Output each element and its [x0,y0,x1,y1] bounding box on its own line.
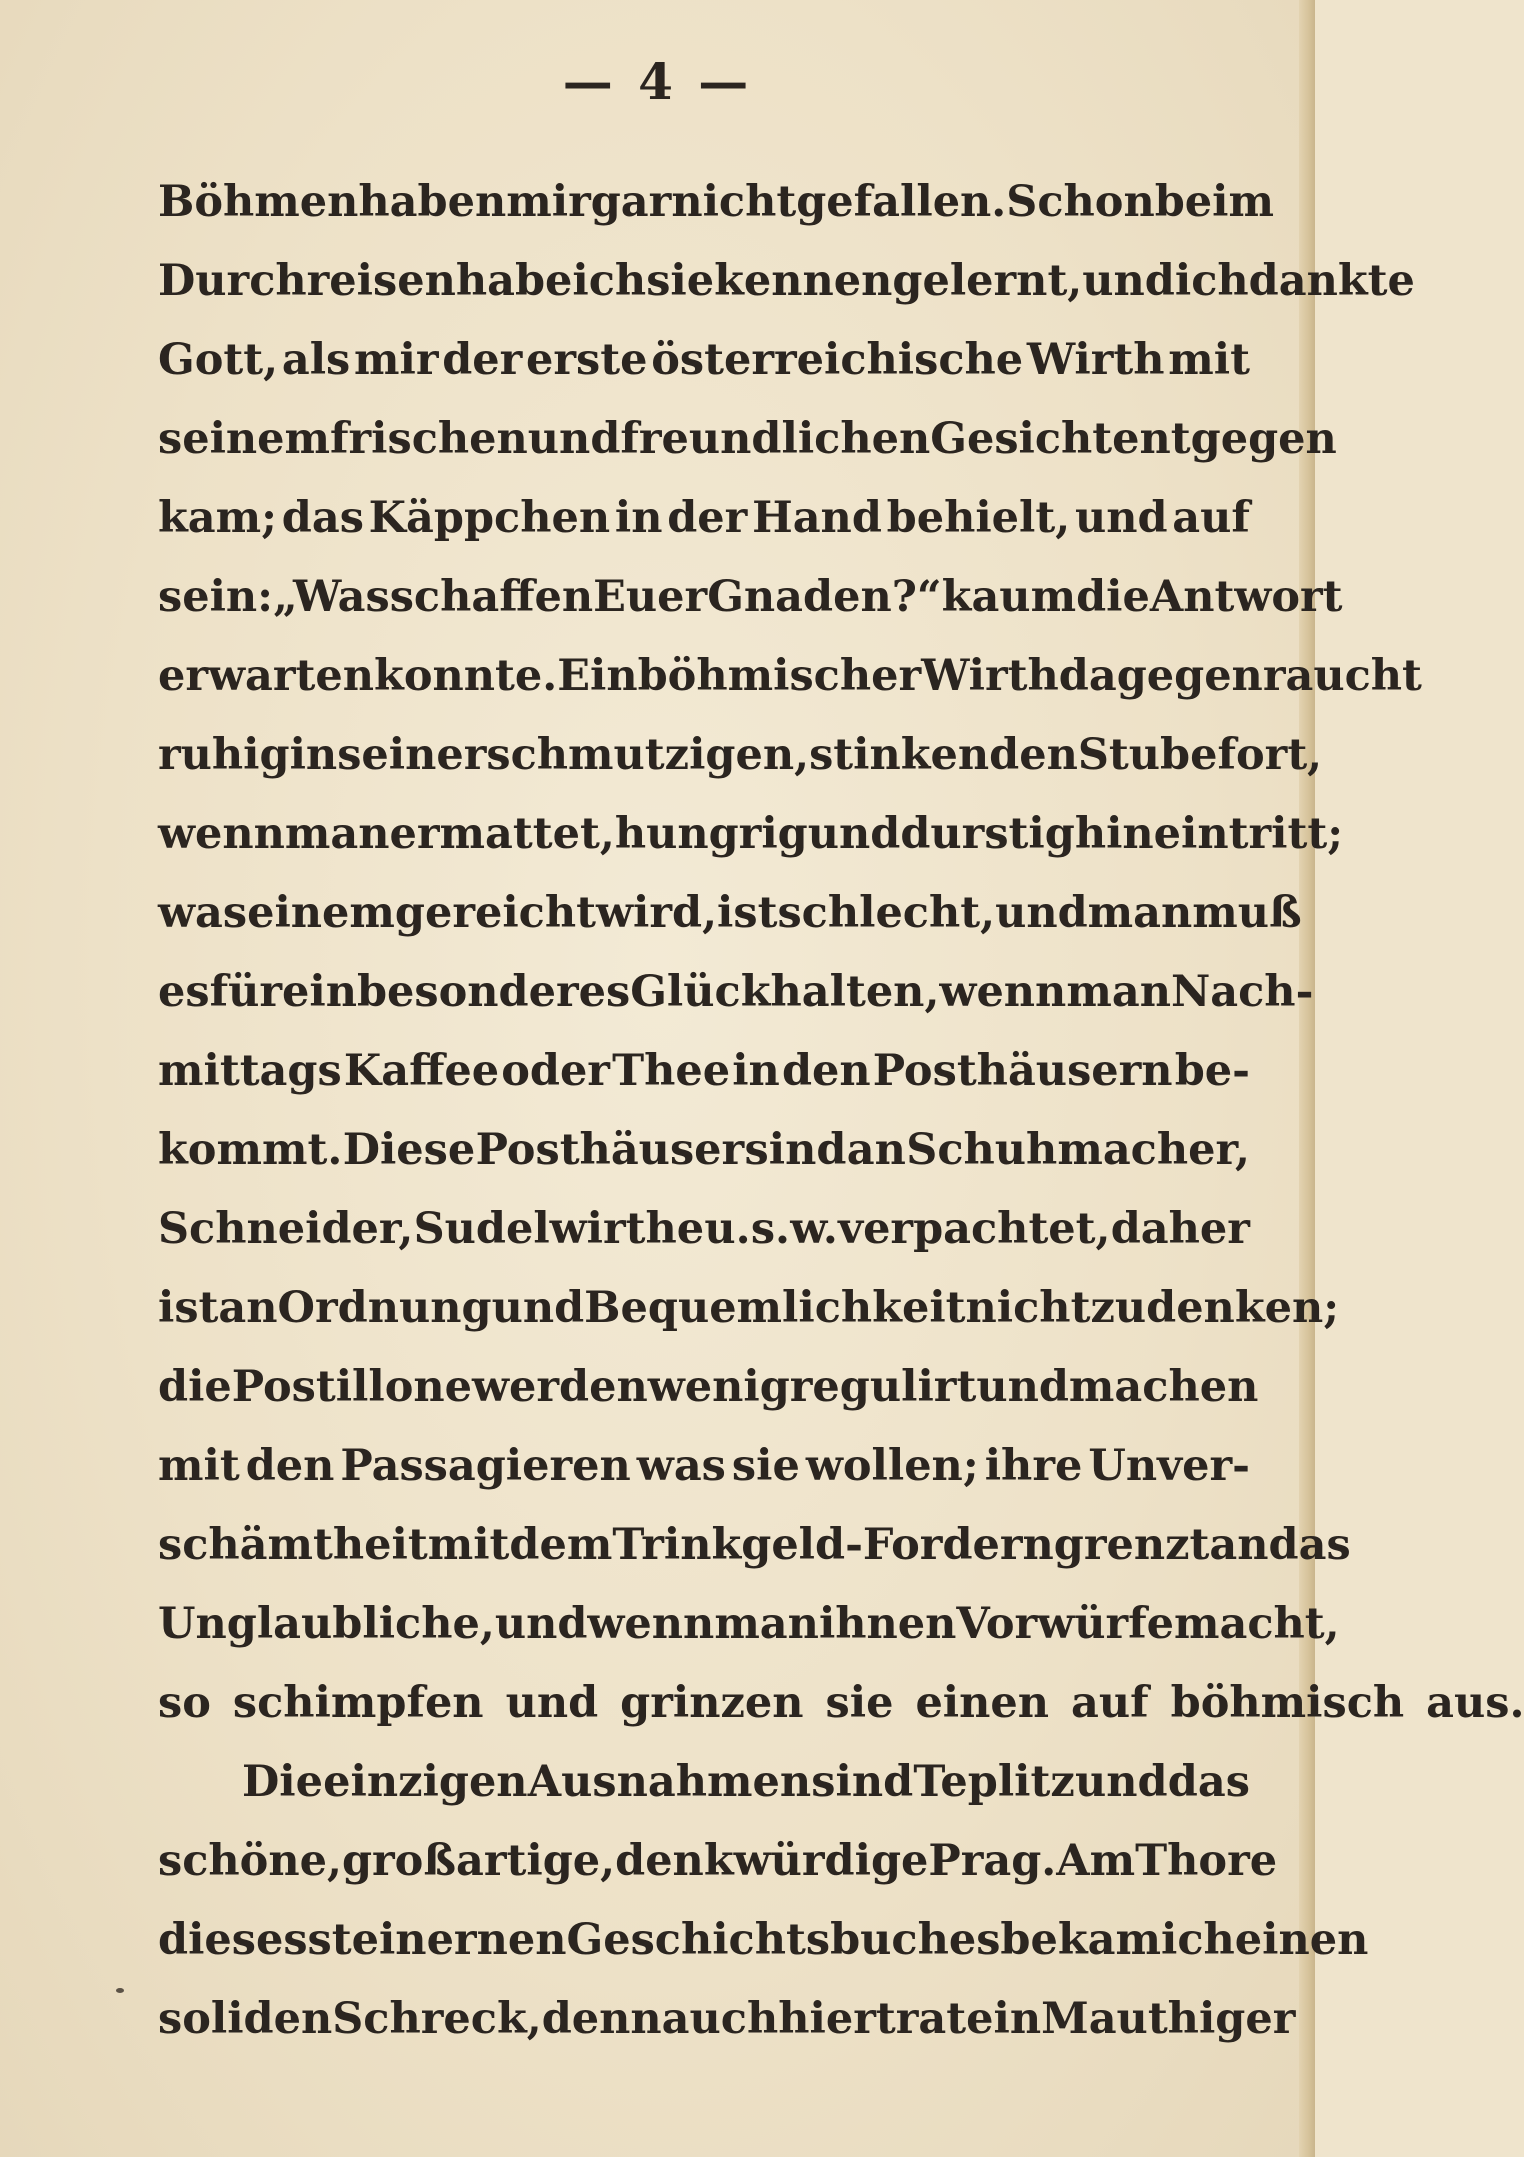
word: an [1209,1519,1269,1570]
word: schöne, [158,1835,342,1886]
word: einzigen [323,1756,528,1807]
word: s. [750,1203,790,1254]
word: das [1268,1519,1351,1570]
word: Schneider, [158,1203,414,1254]
word: den [245,1440,335,1491]
word: ich [1174,255,1249,306]
word: be- [1174,1045,1250,1096]
word: ist [158,1282,219,1333]
word: wenn [587,1598,715,1649]
word: nicht [671,176,797,227]
page-number-header: — 4 — [562,52,753,111]
text-line [158,1347,1259,1426]
word: sie [825,1677,894,1728]
word: das [1167,1756,1250,1807]
word: der [667,492,748,543]
word: Thee [612,1045,731,1096]
word: Kaffee [343,1045,500,1096]
word: als [281,334,351,385]
word: und [1082,255,1175,306]
text-line [158,952,1314,1031]
word: Vorwürfe [956,1598,1174,1649]
word: Gesicht [930,413,1113,464]
word: denn [541,1993,662,2044]
word: mittags [158,1045,342,1096]
word: einen [1234,1914,1369,1965]
word: an [846,1124,906,1175]
word: Hand [752,492,882,543]
word: ein [966,1993,1042,2044]
word: schimpfen [232,1677,484,1728]
word: nicht [965,1282,1091,1333]
word: und [494,1598,588,1649]
word: die [1076,571,1150,622]
word: Unver- [1088,1440,1250,1491]
word: Böhmen [158,176,359,227]
word: Teplitz [913,1756,1075,1807]
word: Trinkgeld-Fordern [612,1519,1054,1570]
word: dem [509,1519,613,1570]
word: Glück [630,966,771,1017]
word: habe [455,255,573,306]
word: hier [778,1993,876,2044]
word: ermattet, [389,808,615,859]
word: durstig [900,808,1075,859]
word: dagegen [1058,650,1263,701]
word: Stube [1077,729,1218,780]
word: kennen [714,255,893,306]
word: dieses [158,1914,308,1965]
word: seiner [337,729,487,780]
word: an [218,1282,278,1333]
word: Gnaden?“ [707,571,942,622]
word: sie [731,1440,800,1491]
word: ich [1161,1914,1235,1965]
word: die [158,1361,232,1412]
text-line [158,241,1415,320]
word: und [976,1361,1069,1412]
word: aus. [1426,1677,1524,1728]
word: Sudelwirthe [413,1203,705,1254]
word: und [527,413,621,464]
word: in [614,492,663,543]
paper-speck [116,1988,124,1993]
word: seinem [158,413,331,464]
word: mit [1168,334,1250,385]
word: mir [506,176,591,227]
word: man [714,1598,819,1649]
word: und [505,1677,599,1728]
word: freundlichen [620,413,931,464]
word: ist [717,887,778,938]
text-line [158,715,1323,794]
word: Unglaubliche, [158,1598,495,1649]
word: kam; [158,492,278,543]
word: gelernt, [892,255,1083,306]
word: Mauthiger [1041,1993,1296,2044]
word: machen [1068,1361,1259,1412]
word: in [289,729,338,780]
word: böhmischer [637,650,922,701]
word: behielt, [886,492,1071,543]
text-line [158,1584,1340,1663]
word: wird, [596,887,718,938]
text-line [158,1663,1524,1742]
word: auf [1172,492,1250,543]
word: man [1087,887,1193,938]
body-text [158,162,1524,2058]
word: sind [811,1756,914,1807]
word: dankte [1248,255,1415,306]
word: der [442,334,523,385]
word: grenzt [1053,1519,1210,1570]
word: Nach- [1170,966,1314,1017]
word: in [732,1045,780,1096]
word: man [1066,966,1171,1017]
word: beim [1154,176,1274,227]
word: mit [427,1519,510,1570]
word: so [158,1677,211,1728]
text-line [158,636,1422,715]
word: Prag. [928,1835,1057,1886]
text-line [158,1821,1278,1900]
word: ihre [984,1440,1083,1491]
word: auf [1071,1677,1149,1728]
word: sie [646,255,715,306]
page-edge [1299,0,1315,2157]
word: frischen [330,413,528,464]
word: schlecht, [777,887,996,938]
word: wenn [939,966,1067,1017]
word: Wirth [921,650,1059,701]
word: Euer [593,571,708,622]
word: sind [744,1124,847,1175]
word: u. [704,1203,751,1254]
word: denken; [1146,1282,1340,1333]
word: schaffen [389,571,594,622]
word: einen [915,1677,1050,1728]
word: ihnen [818,1598,957,1649]
text-line [158,162,1274,241]
word: grinzen [620,1677,804,1728]
word: Antwort [1149,571,1343,622]
word: Geschichtsbuches [566,1914,1001,1965]
word: gefallen. [796,176,1007,227]
word: erwarten [158,650,375,701]
word: wenn [158,808,285,859]
word: mit [158,1440,240,1491]
word: w. [790,1203,838,1254]
word: Postillone [231,1361,473,1412]
word: Schon [1006,176,1155,227]
word: schmutzigen, [486,729,810,780]
word: Gott, [158,334,279,385]
text-line [158,557,1343,636]
word: den [781,1045,871,1096]
word: steinernen [307,1914,567,1965]
word: verpachtet, [838,1203,1111,1254]
word: werden [472,1361,648,1412]
word: Passagieren [340,1440,631,1491]
word: wenig [647,1361,790,1412]
word: hineintritt; [1074,808,1344,859]
word: es [158,966,210,1017]
word: Posthäuser [475,1124,745,1175]
word: besonderes [356,966,631,1017]
word: zu [1090,1282,1147,1333]
word: daher [1110,1203,1250,1254]
word: Ausnahmen [527,1756,812,1807]
word: ein [282,966,357,1017]
word: hungrig [614,808,808,859]
word: Diese [342,1124,476,1175]
word: gereicht [394,887,596,938]
word: Bequemlichkeit [584,1282,966,1333]
word: was [636,1440,726,1491]
text-line [158,1189,1250,1268]
word: Ein [557,650,638,701]
word: was [158,887,248,938]
text-line [158,1426,1250,1505]
word: entgegen [1112,413,1337,464]
word: Käppchen [368,492,611,543]
word: konnte. [374,650,558,701]
word: denkwürdige [615,1835,929,1886]
word: österreichische [651,334,1024,385]
word: einem [247,887,395,938]
word: und [1074,492,1168,543]
word: und [491,1282,585,1333]
word: wollen; [805,1440,979,1491]
word: macht, [1173,1598,1340,1649]
word: stinkenden [809,729,1078,780]
word: Wirth [1026,334,1165,385]
word: soliden [158,1993,333,2044]
word: muß [1192,887,1302,938]
word: Posthäusern [872,1045,1173,1096]
word: sein: [158,571,274,622]
text-line [158,399,1337,478]
word: und [807,808,901,859]
word: Durchreisen [158,255,456,306]
word: Schreck, [332,1993,542,2044]
word: das [281,492,364,543]
word: für [209,966,282,1017]
word: großartige, [341,1835,616,1886]
word: trat [875,1993,967,2044]
word: Die [242,1756,323,1807]
word: bekam [1000,1914,1161,1965]
word: halten, [770,966,940,1017]
word: und [1075,1756,1168,1807]
word: gar [590,176,672,227]
word: ruhig [158,729,290,780]
word: „Was [273,571,390,622]
text-line [158,478,1250,557]
text-line [158,1742,1250,1821]
word: ich [572,255,647,306]
word: raucht [1262,650,1422,701]
word: erste [526,334,648,385]
text-line [158,1505,1351,1584]
word: haben [358,176,507,227]
word: auch [661,1993,779,2044]
text-line [158,1031,1250,1110]
text-line [158,1110,1250,1189]
word: schämtheit [158,1519,428,1570]
word: Schuhmacher, [906,1124,1250,1175]
text-line [158,794,1344,873]
word: böhmisch [1170,1677,1405,1728]
text-line [158,1979,1296,2058]
word: Ordnung [277,1282,492,1333]
word: fort, [1217,729,1323,780]
text-line [158,320,1250,399]
word: Am [1056,1835,1136,1886]
word: kommt. [158,1124,343,1175]
text-line [158,1900,1369,1979]
word: mir [353,334,439,385]
word: man [284,808,390,859]
word: und [995,887,1088,938]
text-line [158,873,1302,952]
word: regulirt [789,1361,977,1412]
word: oder [501,1045,610,1096]
text-line [158,1268,1340,1347]
word: kaum [941,571,1077,622]
word: Thore [1135,1835,1278,1886]
